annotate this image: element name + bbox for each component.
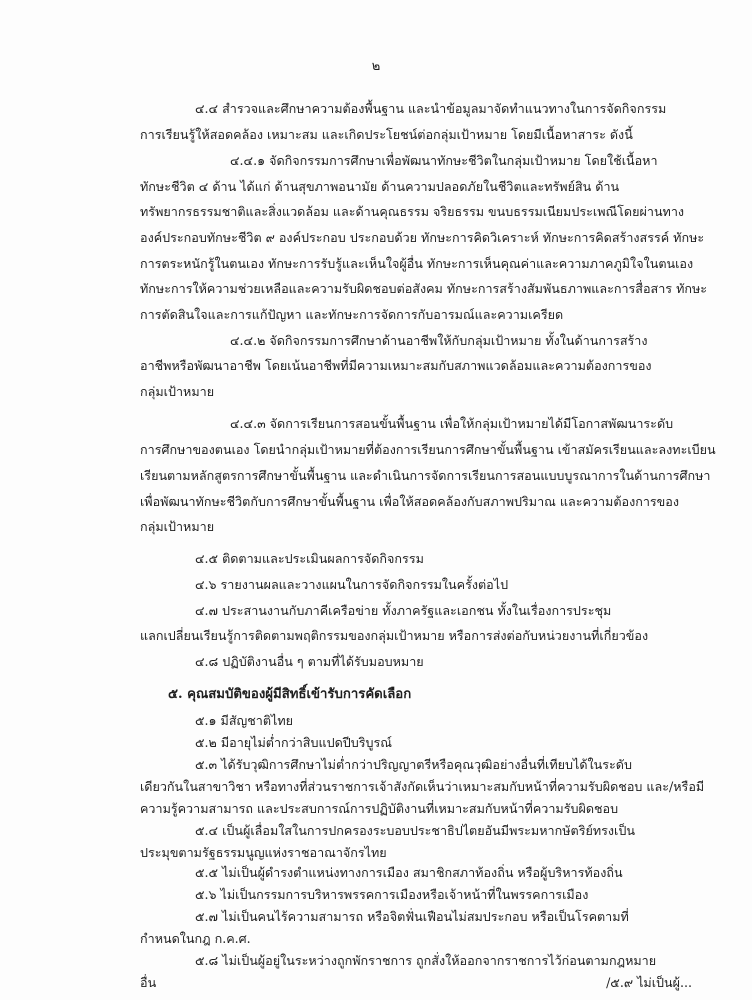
section-5-heading: ๕. คุณสมบัติของผู้มีสิทธิ์เข้ารับการคัดเลือก <box>168 687 412 702</box>
item-4-4-line-2: การเรียนรู้ให้สอดคล้อง เหมาะสม และเกิดประโยชน์ต่อกลุ่มเป้าหมาย โดยมีเนื้อหาสาระ ดังนี้ <box>140 127 633 142</box>
item-4-4-1-line-7: การตัดสินใจและการแก้ปัญหา และทักษะการจัดการกับอารมณ์และความเครียด <box>140 307 564 322</box>
item-5-3-line-3: ความรู้ความสามารถ และประสบการณ์การปฏิบัติงานที่เหมาะสมกับหน้าที่ความรับผิดชอบ <box>140 801 619 816</box>
item-4-4-1-line-3: ทรัพยากรธรรมชาติและสิ่งแวดล้อม และด้านคุณธรรม จริยธรรม ขนบธรรมเนียมประเพณีโดยผ่านทาง <box>140 204 685 219</box>
item-5-6: ๕.๖ ไม่เป็นกรรมการบริหารพรรคการเมืองหรือเจ้าหน้าที่ในพรรคการเมือง <box>195 887 589 902</box>
item-5-7-line-1: ๕.๗ ไม่เป็นคนไร้ความสามารถ หรือจิตฟั่นเฟือนไม่สมประกอบ หรือเป็นโรคตามที่ <box>195 909 629 924</box>
item-4-4-1-line-6: ทักษะการให้ความช่วยเหลือและความรับผิดชอบต่อสังคม ทักษะการสร้างสัมพันธภาพและการสื่อสาร ทักษะ <box>140 281 708 296</box>
item-4-5: ๔.๕ ติดตามและประเมินผลการจัดกิจกรรม <box>195 551 424 566</box>
item-5-7-line-2: กำหนดในกฎ ก.ค.ศ. <box>140 931 251 946</box>
item-4-4-3-line-2: การศึกษาของตนเอง โดยนำกลุ่มเป้าหมายที่ต้องการเรียนการศึกษาขั้นพื้นฐาน เข้าสมัครเรียนและลงทะเบียน <box>140 442 716 457</box>
item-4-4-3-line-4: เพื่อพัฒนาทักษะชีวิตกับการศึกษาขั้นพื้นฐาน เพื่อให้สอดคล้องกับสภาพปริมาณ และความต้องการของ <box>140 494 679 509</box>
item-5-5: ๕.๕ ไม่เป็นผู้ดำรงตำแหน่งทางการเมือง สมาชิกสภาท้องถิ่น หรือผู้บริหารท้องถิ่น <box>195 865 623 880</box>
item-4-4-1-line-1: ๔.๔.๑ จัดกิจกรรมการศึกษาเพื่อพัฒนาทักษะชีวิตในกลุ่มเป้าหมาย โดยใช้เนื้อหา <box>230 153 658 168</box>
item-4-4-2-line-2: อาชีพหรือพัฒนาอาชีพ โดยเน้นอาชีพที่มีความเหมาะสมกับสภาพแวดล้อมและความต้องการของ <box>140 358 652 373</box>
item-4-4-line-1: ๔.๔ สำรวจและศึกษาความต้องพื้นฐาน และนำข้อมูลมาจัดทำแนวทางในการจัดกิจกรรม <box>195 101 667 116</box>
item-5-3-line-2: เดียวกันในสาขาวิชา หรือทางที่ส่วนราชการเจ้าสังกัดเห็นว่าเหมาะสมกับหน้าที่ความรับผิดชอบ และ/หรือมี <box>140 779 705 794</box>
item-4-4-3-line-5: กลุ่มเป้าหมาย <box>140 519 215 534</box>
item-5-8-line-1: ๕.๘ ไม่เป็นผู้อยู่ในระหว่างถูกพักราชการ ถูกสั่งให้ออกจากราชการไว้ก่อนตามกฎหมาย <box>195 953 657 968</box>
item-4-4-1-line-2: ทักษะชีวิต ๔ ด้าน ได้แก่ ด้านสุขภาพอนามัย ด้านความปลอดภัยในชีวิตและทรัพย์สิน ด้าน <box>140 179 620 194</box>
item-4-7-line-1: ๔.๗ ประสานงานกับภาคีเครือข่าย ทั้งภาครัฐและเอกชน ทั้งในเรื่องการประชุม <box>195 603 612 618</box>
item-5-8-line-2: อื่น <box>140 975 157 990</box>
item-5-4-line-1: ๕.๔ เป็นผู้เลื่อมใสในการปกครองระบอบประชาธิปไตยอันมีพระมหากษัตริย์ทรงเป็น <box>195 823 635 838</box>
page-number: ๒ <box>371 59 381 74</box>
item-5-1: ๕.๑ มีสัญชาติไทย <box>195 713 294 728</box>
item-4-4-2-line-1: ๔.๔.๒ จัดกิจกรรมการศึกษาด้านอาชีพให้กับกลุ่มเป้าหมาย ทั้งในด้านการสร้าง <box>230 333 648 348</box>
item-4-4-2-line-3: กลุ่มเป้าหมาย <box>140 384 215 399</box>
item-4-4-1-line-4: องค์ประกอบทักษะชีวิต ๙ องค์ประกอบ ประกอบด้วย ทักษะการคิดวิเคราะห์ ทักษะการคิดสร้างสรรค์ ทักษะ <box>140 230 705 245</box>
item-4-4-1-line-5: การตระหนักรู้ในตนเอง ทักษะการรับรู้และเห็นใจผู้อื่น ทักษะการเห็นคุณค่าและความภาคภูมิใจในตนเอง <box>140 256 694 271</box>
item-5-4-line-2: ประมุขตามรัฐธรรมนูญแห่งราชอาณาจักรไทย <box>140 845 387 860</box>
item-5-2: ๕.๒ มีอายุไม่ต่ำกว่าสิบแปดปีบริบูรณ์ <box>195 735 392 750</box>
item-4-4-3-line-1: ๔.๔.๓ จัดการเรียนการสอนขั้นพื้นฐาน เพื่อให้กลุ่มเป้าหมายได้มีโอกาสพัฒนาระดับ <box>230 416 674 431</box>
item-4-6: ๔.๖ รายงานผลและวางแผนในการจัดกิจกรรมในครั้งต่อไป <box>195 577 509 592</box>
continuation-marker: /๕.๙ ไม่เป็นผู้... <box>606 975 692 990</box>
item-4-8: ๔.๘ ปฏิบัติงานอื่น ๆ ตามที่ได้รับมอบหมาย <box>195 654 424 669</box>
item-4-4-3-line-3: เรียนตามหลักสูตรการศึกษาขั้นพื้นฐาน และดำเนินการจัดการเรียนการสอนแบบบูรณาการในด้านการศึกษา <box>140 468 711 483</box>
item-4-7-line-2: แลกเปลี่ยนเรียนรู้การติดตามพฤติกรรมของกลุ่มเป้าหมาย หรือการส่งต่อกับหน่วยงานที่เกี่ยวข้อง <box>140 628 649 643</box>
item-5-3-line-1: ๕.๓ ได้รับวุฒิการศึกษาไม่ต่ำกว่าปริญญาตรีหรือคุณวุฒิอย่างอื่นที่เทียบได้ในระดับ <box>195 757 632 772</box>
